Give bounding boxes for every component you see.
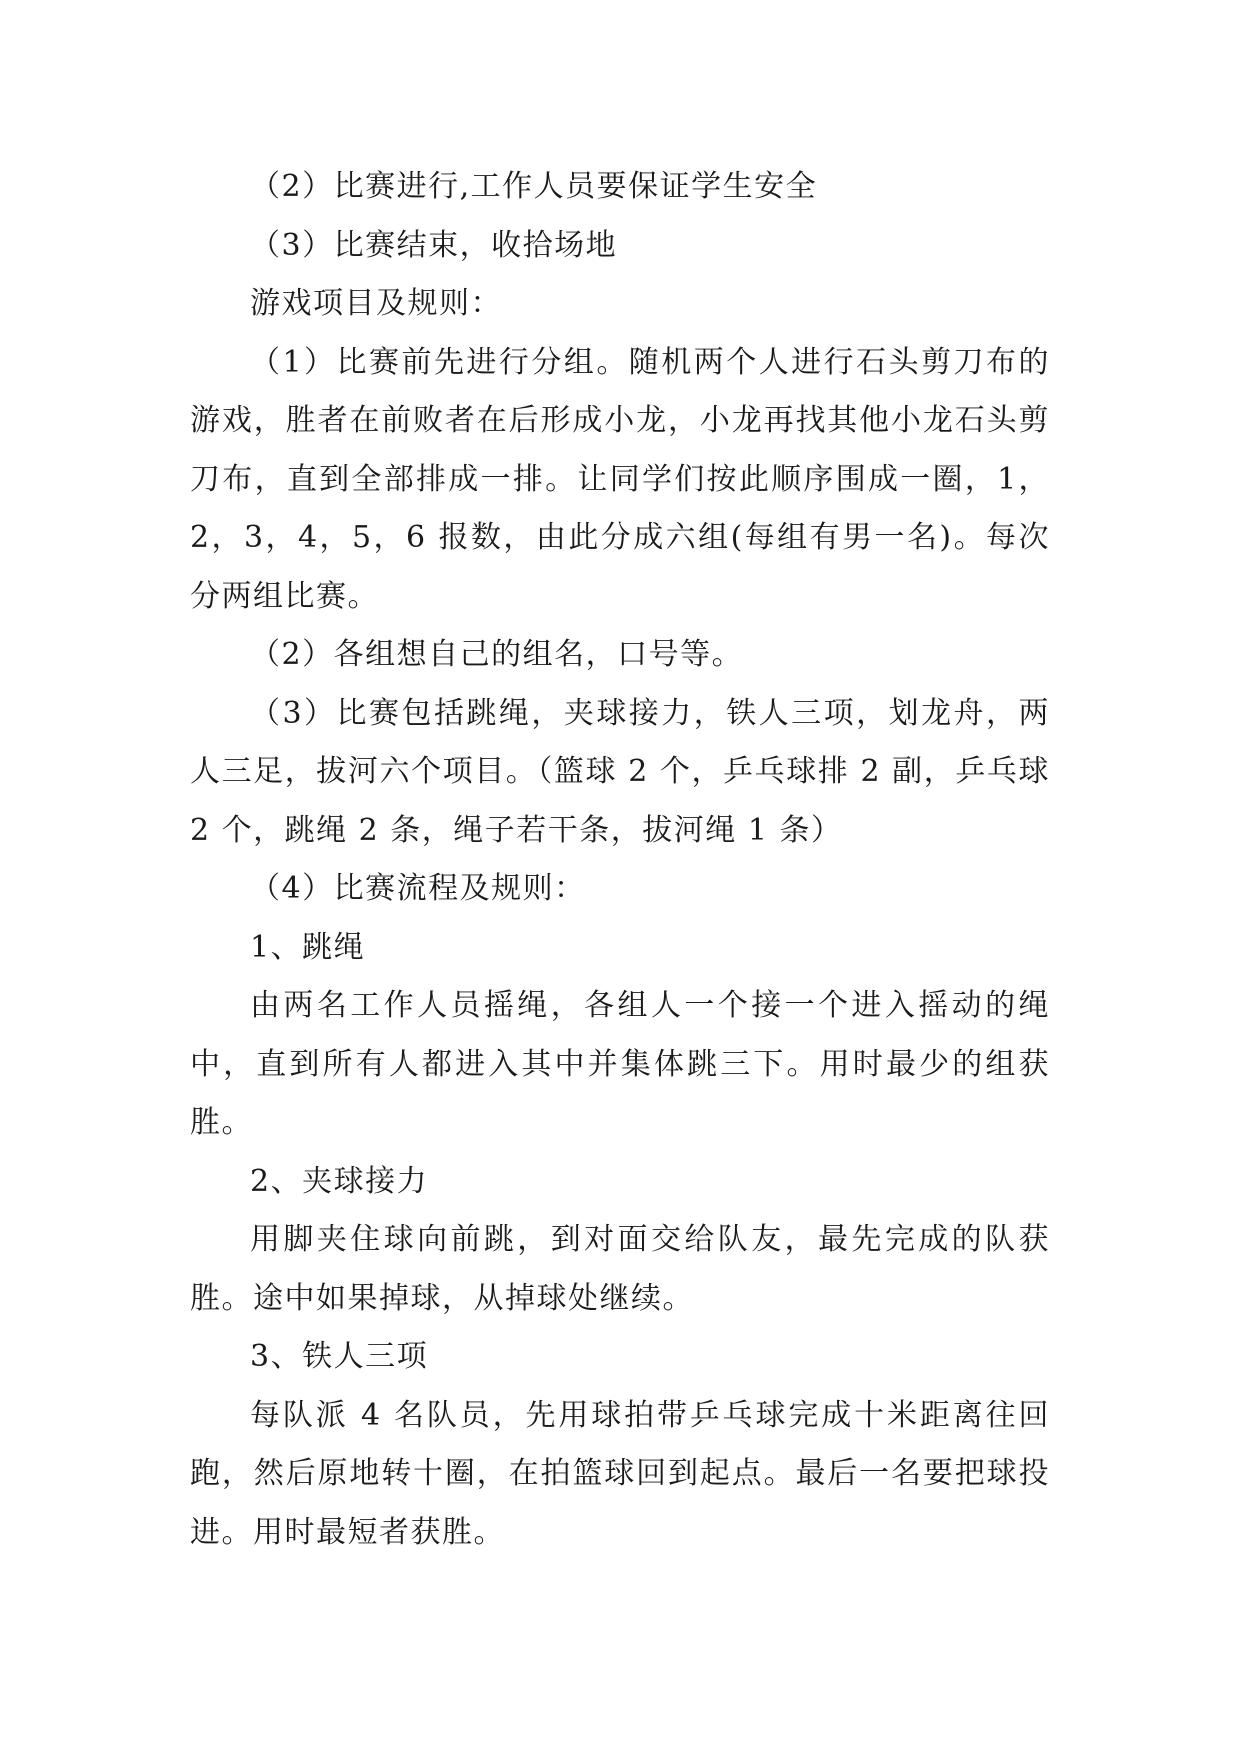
paragraph-process-heading: （4）比赛流程及规则： <box>250 871 586 906</box>
paragraph-match-end-cleanup: （3）比赛结束，收拾场地 <box>250 227 618 263</box>
paragraph-ball-relay-rules: 用脚夹住球向前跳，到对面交给队友，最先完成的队获胜。途中如果掉球，从掉球处继续。 <box>190 1222 1050 1316</box>
document-body <box>190 158 1050 1562</box>
paragraph-triathlon-rules: 每队派 4 名队员，先用球拍带乒乓球完成十米距离往回跑，然后原地转十圈，在拍篮球回到起点。最后一名要把球投进。用时最短者获胜。 <box>190 1397 1050 1550</box>
item-heading-triathlon: 3、铁人三项 <box>250 1339 429 1374</box>
paragraph-event-list: （3）比赛包括跳绳，夹球接力，铁人三项，划龙舟，两人三足，拔河六个项目。（篮球 2 个，乒乓球排 2 副，乒乓球 2 个，跳绳 2 条，绳子若干条，拔河绳 1 条） <box>190 695 1050 848</box>
item-heading-ball-relay: 2、夹球接力 <box>250 1163 429 1199</box>
paragraph-during-match-safety: （2）比赛进行,工作人员要保证学生安全 <box>250 169 818 204</box>
section-heading-games-and-rules: 游戏项目及规则： <box>250 286 502 321</box>
paragraph-jump-rope-rules: 由两名工作人员摇绳，各组人一个接一个进入摇动的绳中，直到所有人都进入其中并集体跳三下。用时最少的组获胜。 <box>190 988 1050 1140</box>
item-heading-jump-rope: 1、跳绳 <box>250 929 366 965</box>
paragraph-grouping-rules: （1）比赛前先进行分组。随机两个人进行石头剪刀布的游戏，胜者在前败者在后形成小龙，小龙再找其他小龙石头剪刀布，直到全部排成一排。让同学们按此顺序围成一圈，1，2，3，4，5，6 报数，由此分成六组(每组有男一名)。每次分两组比赛。 <box>190 344 1050 614</box>
paragraph-group-names: （2）各组想自己的组名，口号等。 <box>250 637 744 672</box>
